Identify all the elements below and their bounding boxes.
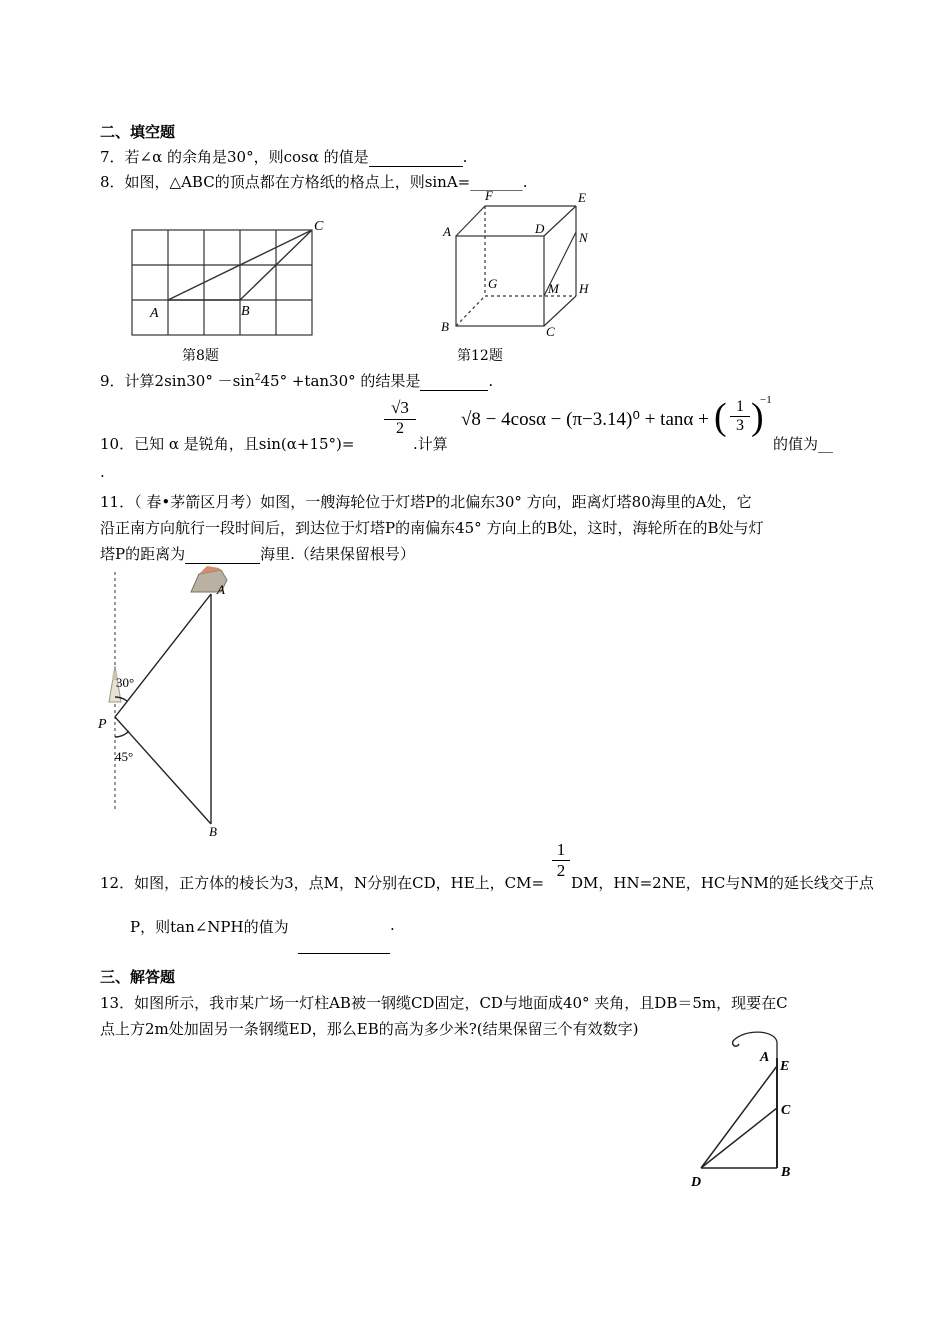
question-13-line-1: 13．如图所示，我市某广场一灯柱AB被一钢缆CD固定，CD与地面成40° 夹角，且DB＝5m，现要在C xyxy=(100,994,788,1012)
q10-fraction-num: √3 xyxy=(384,398,416,420)
question-10-dot: . xyxy=(100,463,105,481)
fig12-label-m: M xyxy=(548,281,559,296)
fig12-label-g: G xyxy=(488,276,498,291)
question-11-line-1: 11．（ 春•茅箭区月考）如图，一艘海轮位于灯塔P的北偏东30° 方向，距离灯塔80海里的A处，它 xyxy=(100,493,752,511)
fig12-label-n: N xyxy=(579,230,588,245)
q10-expr-fraction-den: 3 xyxy=(736,417,744,434)
question-10-prefix: 10．已知 α 是锐角，且sin(α+15°)= xyxy=(100,435,355,453)
question-13-line-2: 点上方2m处加固另一条钢缆ED，那么EB的高为多少米?(结果保留三个有效数字) xyxy=(100,1020,639,1038)
question-12-line-2: P，则tan∠NPH的值为 xyxy=(130,918,289,936)
fig8-label-a: A xyxy=(150,306,159,321)
q10-expr-fraction xyxy=(730,398,750,435)
question-9-prefix: 9．计算2sin30° －sin xyxy=(100,372,255,390)
section-title-solve: 三、解答题 xyxy=(100,968,176,986)
fig12-label-c: C xyxy=(546,324,555,338)
question-7-text: 7．若∠α 的余角是30°，则cosα 的值是 xyxy=(100,148,369,166)
q10-left-paren: ( xyxy=(714,396,727,438)
question-9 xyxy=(100,370,493,391)
fig11-angle-30: 30° xyxy=(116,675,135,690)
question-11-line-3 xyxy=(100,543,415,564)
question-12-line-1-a: 12．如图，正方体的棱长为3，点M，N分别在CD，HE上，CM= xyxy=(100,874,545,892)
question-9-tail: . xyxy=(488,372,494,390)
fig13-label-b: B xyxy=(781,1165,791,1180)
fig8-label-b: B xyxy=(241,304,250,319)
section-title-fill-in: 二、填空题 xyxy=(100,123,176,141)
fig12-label-f: F xyxy=(485,188,493,203)
figure-8-caption: 第8题 xyxy=(182,348,219,364)
question-7 xyxy=(100,146,467,167)
question-7-tail: . xyxy=(462,148,468,166)
question-9-sup: 2 xyxy=(254,373,261,383)
question-12-tail: . xyxy=(390,916,395,934)
fig12-label-h: H xyxy=(579,281,589,296)
fig12-label-d: D xyxy=(535,221,545,236)
answer-blank-12 xyxy=(298,953,390,954)
answer-blank-8: _______ xyxy=(470,173,523,191)
question-11-line-3-a: 塔P的距离为 xyxy=(100,545,186,563)
fig13-label-e: E xyxy=(780,1059,790,1074)
question-8-text: 8．如图，△ABC的顶点都在方格纸的格点上，则sinA= xyxy=(100,173,471,191)
fig11-angle-45: 45° xyxy=(115,749,134,764)
fig13-label-c: C xyxy=(781,1103,791,1118)
question-9-middle: 45° +tan30° 的结果是 xyxy=(260,372,421,390)
question-8-tail: . xyxy=(522,173,528,191)
fig11-label-b: B xyxy=(209,824,217,839)
figure-12-cube xyxy=(438,186,598,338)
answer-blank-7 xyxy=(369,148,463,167)
question-11-line-3-b: 海里.（结果保留根号） xyxy=(260,545,415,563)
question-10-suffix: 的值为__ xyxy=(773,435,834,453)
q10-fraction-den: 2 xyxy=(396,420,404,437)
figure-12-caption: 第12题 xyxy=(457,348,503,364)
fig12-label-e: E xyxy=(578,190,586,205)
question-12-line-1-b: DM，HN=2NE，HC与NM的延长线交于点 xyxy=(571,874,874,892)
fig12-label-b: B xyxy=(441,319,449,334)
q12-fraction-num: 1 xyxy=(552,840,570,861)
fig13-label-d: D xyxy=(691,1175,702,1190)
fig11-label-p: P xyxy=(98,717,107,732)
q10-exponent: −1 xyxy=(760,394,772,406)
figure-8-grid xyxy=(125,212,335,342)
figure-11-diagram xyxy=(95,562,255,844)
q10-right-paren: ) xyxy=(751,396,764,438)
q10-fraction xyxy=(384,398,416,438)
figure-13-lamp-post xyxy=(685,1028,805,1190)
answer-blank-9 xyxy=(420,372,488,391)
q12-fraction-den: 2 xyxy=(556,861,566,880)
question-10-after-fraction: .计算 xyxy=(413,435,448,453)
fig8-label-c: C xyxy=(314,219,324,234)
q12-fraction xyxy=(552,840,570,881)
q10-expression: √8 − 4cosα − (π−3.14)⁰ + tanα + xyxy=(461,409,709,430)
question-11-line-2: 沿正南方向航行一段时间后，到达位于灯塔P的南偏东45° 方向上的B处，这时，海轮所在的B处与灯 xyxy=(100,519,764,537)
fig11-label-a: A xyxy=(217,582,225,597)
fig13-label-a: A xyxy=(760,1050,770,1065)
q10-expr-fraction-num: 1 xyxy=(730,398,750,417)
fig12-label-a: A xyxy=(443,224,451,239)
